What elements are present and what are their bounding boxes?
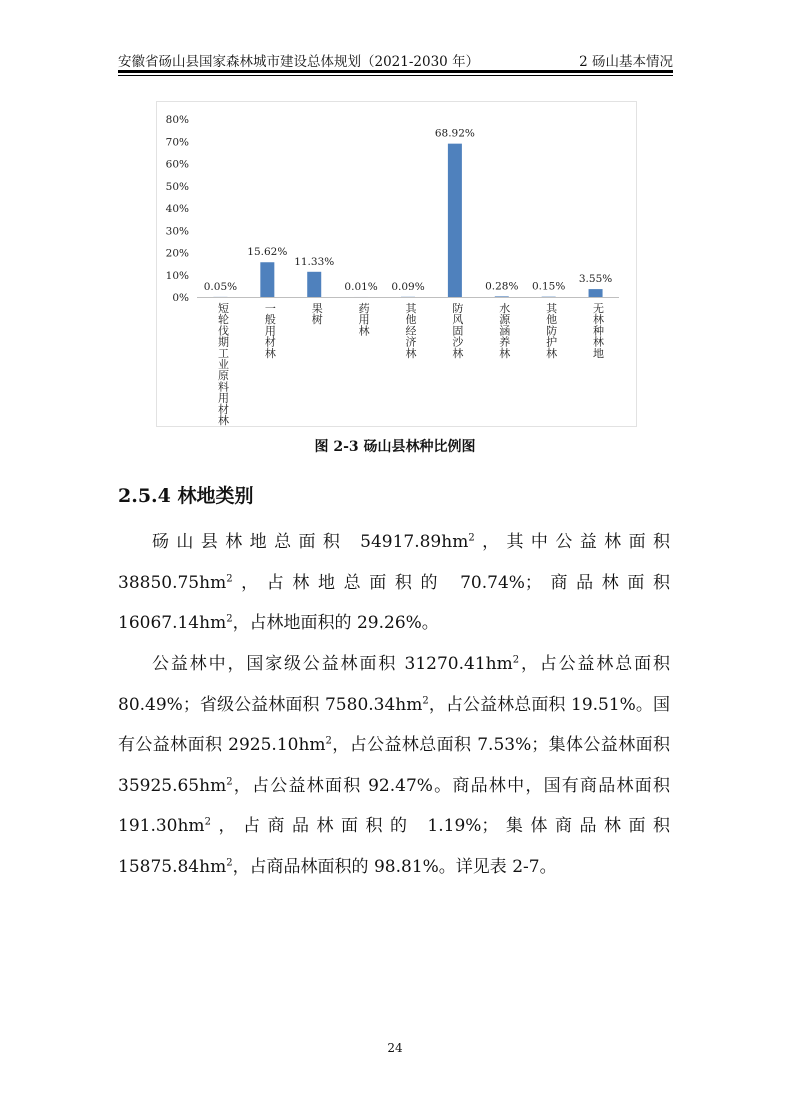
superscript: 2 (512, 654, 520, 666)
chart-canvas (157, 102, 636, 426)
paragraph-text: 砀山县林地总面积 54917.89hm (152, 532, 469, 552)
paragraph-text: ，占商品林面积的 1.19%；集体商品林面积 15875.84hm (118, 816, 670, 877)
superscript: 2 (226, 572, 233, 584)
paragraph-text: ，占公益林面积 92.47%。商品林中，国有商品林面积 191.30hm (118, 775, 670, 837)
data-label: 0.15% (531, 280, 566, 293)
y-tick-label: 0% (172, 292, 189, 304)
bar (307, 272, 321, 297)
forest-type-chart (156, 101, 637, 427)
superscript: 2 (226, 613, 233, 625)
superscript: 2 (325, 735, 332, 747)
y-tick-label: 30% (165, 225, 189, 238)
header-rule-thin (118, 75, 673, 76)
paragraph-text: ，占林地总面积的 70.74%；商品林面积 16067.14hm (118, 572, 670, 634)
superscript: 2 (226, 857, 233, 869)
x-tick-label: 其他防护林 (546, 302, 558, 360)
bar (495, 296, 509, 297)
y-tick-label: 80% (165, 114, 189, 126)
x-tick-label: 果树 (311, 302, 323, 327)
y-tick-label: 50% (165, 180, 189, 193)
x-tick-label: 一般用材林 (264, 302, 276, 360)
bar (589, 289, 603, 297)
x-tick-label: 防风固沙林 (452, 302, 464, 360)
x-tick-label: 其他经济林 (405, 302, 417, 360)
superscript: 2 (468, 532, 475, 544)
paragraph-text: ，其中公益林面积 38850.75hm (118, 532, 670, 593)
x-tick-label: 水源涵养林 (499, 302, 511, 360)
y-tick-label: 10% (165, 269, 189, 282)
page-number: 24 (387, 1041, 403, 1055)
y-tick-label: 20% (165, 247, 189, 260)
y-tick-label: 60% (165, 158, 189, 171)
section-heading: 2.5.4 林地类别 (118, 485, 254, 507)
data-label: 0.05% (203, 280, 238, 293)
x-tick-label: 无林种林地 (593, 302, 605, 360)
paragraph-text: ，占公益林总面积 80.49%；省级公益林面积 7580.34hm (118, 654, 670, 715)
paragraph-public-welfare-forest (118, 644, 670, 888)
paragraph-text: ，占林地面积的 29.26%。 (232, 613, 439, 634)
superscript: 2 (226, 776, 233, 788)
paragraph-text: ，占商品林面积的 98.81%。详见表 2-7。 (232, 856, 557, 877)
header-document-title: 安徽省砀山县国家森林城市建设总体规划（2021-2030 年） (118, 54, 480, 70)
superscript: 2 (204, 816, 211, 828)
data-label: 11.33% (294, 255, 335, 268)
y-tick-label: 70% (165, 136, 189, 149)
paragraph-forest-land-total (118, 522, 670, 644)
x-tick-label: 药用林 (358, 302, 370, 338)
data-label: 0.09% (391, 280, 425, 293)
data-label: 0.28% (485, 280, 519, 293)
paragraph-text: ，占公益林总面积 19.51%。国有公益林面积 2925.10hm (118, 694, 671, 756)
y-tick-label: 40% (165, 203, 189, 215)
superscript: 2 (422, 694, 429, 706)
data-label: 0.01% (344, 280, 378, 293)
data-label: 15.62% (247, 246, 288, 259)
bar (448, 144, 462, 297)
header-rule-thick (118, 70, 673, 73)
header-chapter-title: 2 砀山基本情况 (579, 54, 673, 70)
data-label: 68.92% (434, 127, 475, 140)
x-tick-label: 短轮伐期工业原料用材林 (217, 302, 229, 426)
bar (260, 262, 274, 297)
paragraph-text: ，占公益林总面积 7.53%；集体公益林面积 35925.65hm (118, 735, 670, 796)
page-header (118, 48, 673, 70)
data-label: 3.55% (578, 273, 613, 286)
figure-caption: 图 2-3 砀山县林种比例图 (314, 439, 476, 455)
paragraph-text: 公益林中，国家级公益林面积 31270.41hm (152, 654, 513, 674)
